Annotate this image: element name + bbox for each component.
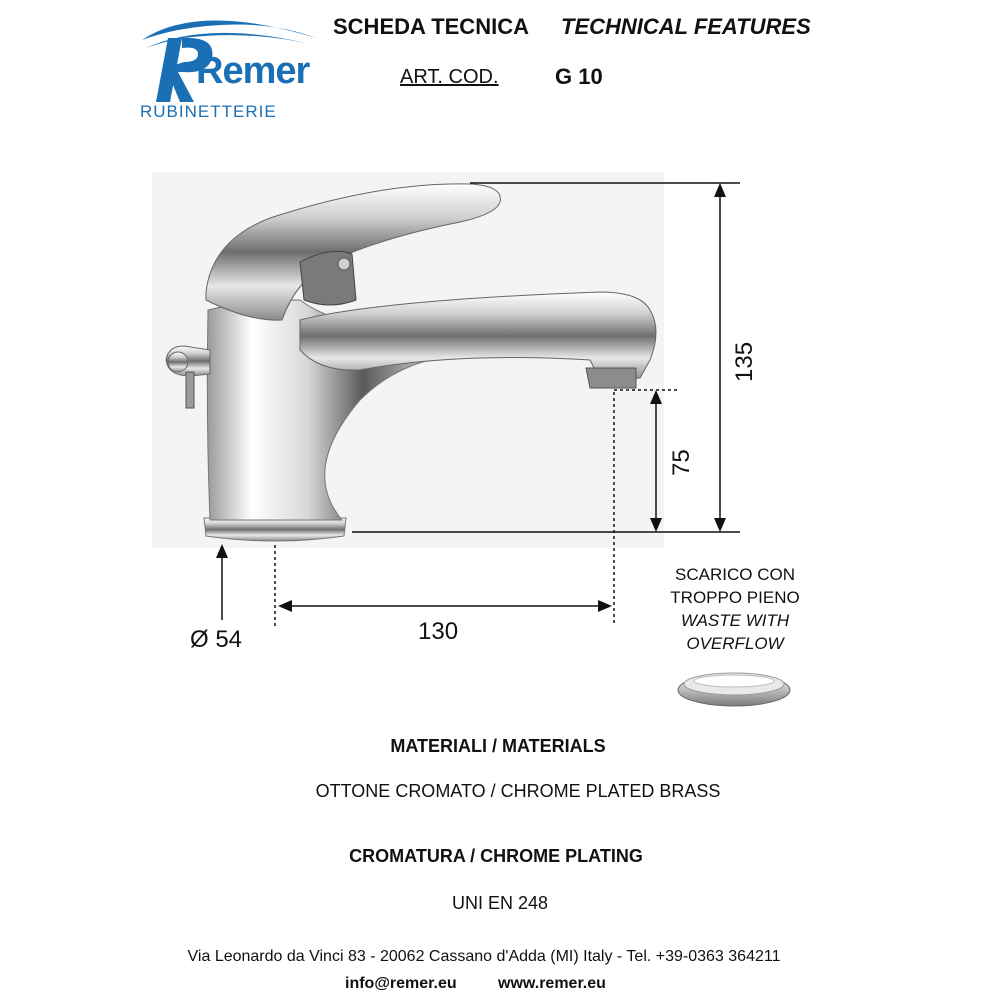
waste-line-1: SCARICO CON <box>675 565 795 584</box>
logo-subtitle: RUBINETTERIE <box>140 102 277 121</box>
waste-line-2: TROPPO PIENO <box>670 588 800 607</box>
waste-line-4: OVERFLOW <box>686 634 784 653</box>
dimension-135-label: 135 <box>731 341 758 382</box>
materials-value: OTTONE CROMATO / CHROME PLATED BRASS <box>315 781 721 801</box>
plating-value: UNI EN 248 <box>451 893 549 913</box>
article-code-value: G 10 <box>555 64 603 89</box>
dimension-75-label: 75 <box>668 449 695 476</box>
footer-email[interactable]: info@remer.eu <box>345 975 457 992</box>
article-code-label: ART. COD. <box>400 66 499 88</box>
title-english: TECHNICAL FEATURES <box>561 14 811 39</box>
dimension-130-label: 130 <box>418 618 459 645</box>
materials-title: MATERIALI / MATERIALS <box>390 736 606 756</box>
waste-line-3: WASTE WITH <box>680 611 790 630</box>
footer-address: Via Leonardo da Vinci 83 - 20062 Cassano d'Adda (MI) Italy - Tel. +39-0363 364211 <box>187 948 781 965</box>
dimension-diameter-label: Ø 54 <box>190 626 243 653</box>
logo-wordmark: Remer <box>196 50 310 92</box>
waste-caption <box>640 563 830 655</box>
waste-drain-illustration <box>678 673 790 706</box>
footer-website[interactable]: www.remer.eu <box>498 975 606 992</box>
title-italian: SCHEDA TECNICA <box>333 14 529 39</box>
plating-title: CROMATURA / CHROME PLATING <box>349 846 643 866</box>
